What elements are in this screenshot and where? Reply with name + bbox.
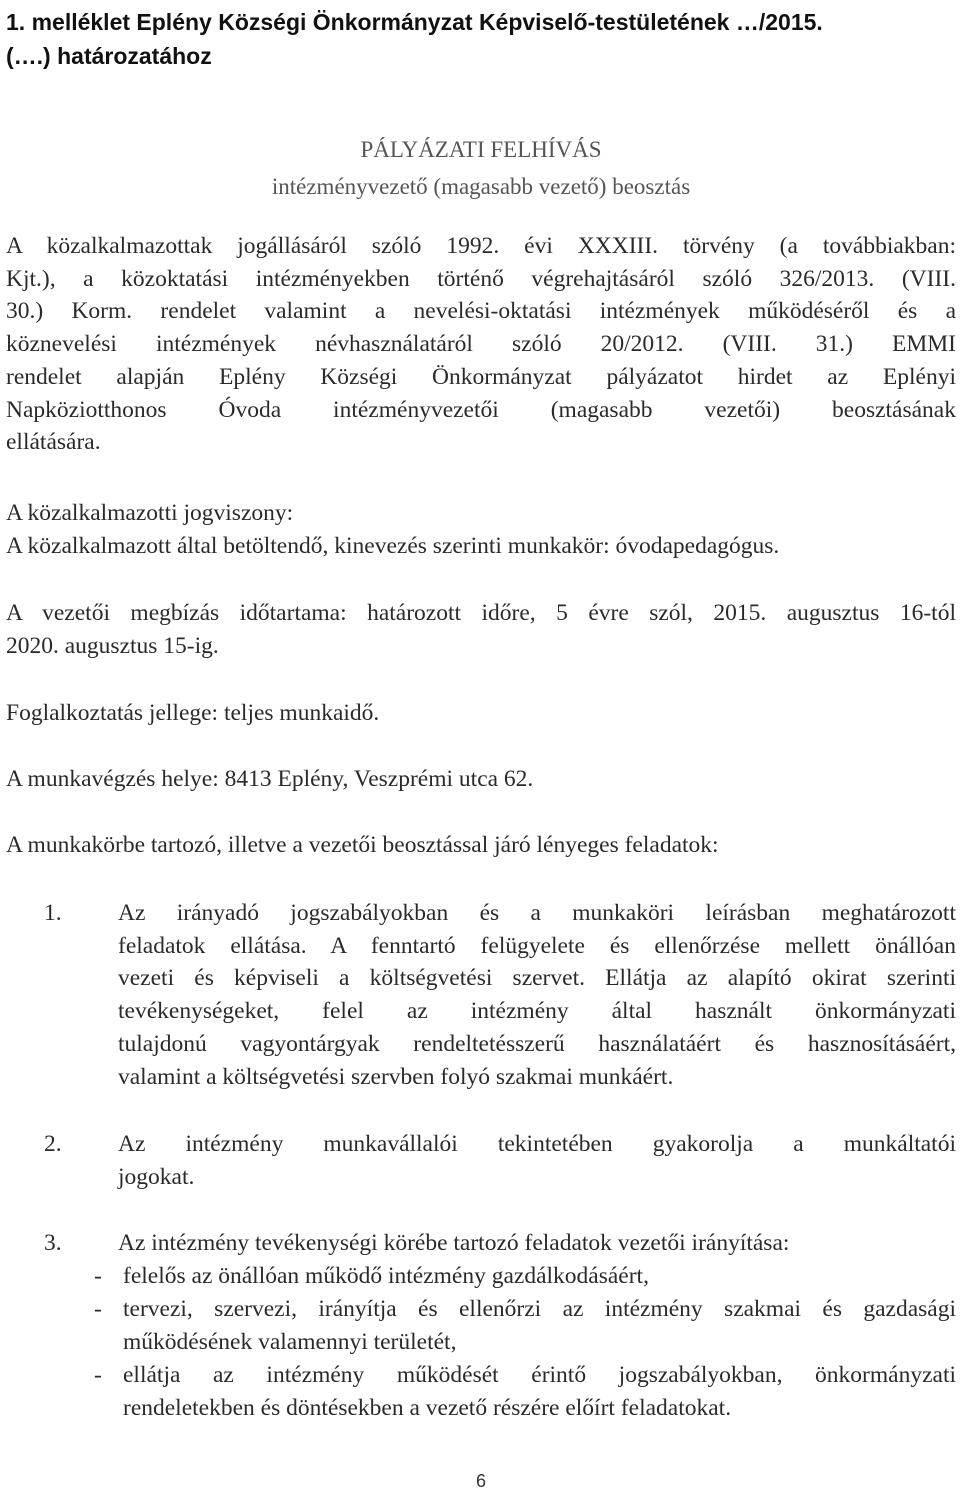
subitem-line: rendeletekben és döntésekben a vezető részére előírt feladatokat. <box>123 1394 732 1421</box>
duty-line: valamint a költségvetési szervben folyó szakmai munkáért. <box>118 1063 674 1090</box>
intro-line: 30.) Korm. rendelet valamint a nevelési-oktatási intézmények működéséről és a <box>6 298 956 325</box>
intro-line: rendelet alapján Eplény Községi Önkormányzat pályázatot hirdet az Eplényi <box>6 363 956 390</box>
duty-number: 2. <box>44 1131 62 1157</box>
duration-line: A vezetői megbízás időtartama: határozott időre, 5 évre szól, 2015. augusztus 16-tól <box>6 600 956 626</box>
employment-type-text: Foglalkoztatás jellege: teljes munkaidő. <box>6 700 380 726</box>
duties-heading <box>6 829 956 862</box>
call-title-sub: intézményvezető (magasabb vezető) beosztás <box>271 174 691 199</box>
duty-line: Az irányadó jogszabályokban és a munkaköri leírásban meghatározott <box>118 900 956 926</box>
intro-line: Kjt.), a közoktatási intézményekben történő végrehajtásáról szóló 326/2013. (VIII. <box>6 265 956 292</box>
intro-line: A közalkalmazottak jogállásáról szóló 1992. évi XXXIII. törvény (a továbbiakban: <box>6 233 956 259</box>
page-number: 6 <box>475 1471 486 1491</box>
intro-line: ellátására. <box>6 429 101 456</box>
duration-section <box>6 597 956 662</box>
duty-number: 1. <box>44 900 62 926</box>
subitem-line: működésének valamennyi területét, <box>123 1328 457 1355</box>
employment-text: A közalkalmazott által betöltendő, kinevezés szerinti munkakör: óvodapedagógus. <box>6 532 780 559</box>
duties-heading-text: A munkakörbe tartozó, illetve a vezetői beosztással járó lényeges feladatok: <box>6 832 719 858</box>
duty-line: vezeti és képviseli a költségvetési szervet. Ellátja az alapító okirat szerinti <box>118 965 956 992</box>
intro-line: köznevelési intézmények névhasználatáról szóló 20/2012. (VIII. 31.) EMMI <box>6 331 956 358</box>
workplace-text: A munkavégzés helye: 8413 Eplény, Veszprémi utca 62. <box>6 766 534 792</box>
annex-header-line-1: 1. melléklet Eplény Községi Önkormányzat Képviselő-testületének …/2015. <box>6 9 823 35</box>
document-page <box>6 0 956 1496</box>
intro-line: Napköziotthonos Óvoda intézményvezetői (magasabb vezetői) beosztásának <box>6 396 956 423</box>
duty-line: tevékenységeket, felel az intézmény által használt önkormányzati <box>118 998 956 1025</box>
dash-bullet: - <box>94 1362 102 1388</box>
duty-line: feladatok ellátása. A fenntartó felügyelete és ellenőrzése mellett önállóan <box>118 932 956 959</box>
duty-line: Az intézmény tevékenységi körébe tartozó feladatok vezetői irányítása: <box>118 1230 790 1256</box>
duty-line: Az intézmény munkavállalói tekintetében gyakorolja a munkáltatói <box>118 1131 956 1157</box>
duty-line: tulajdonú vagyontárgyak rendeltetésszerű használatáért és hasznosításáért, <box>118 1030 956 1057</box>
subitem-line: tervezi, szervezi, irányítja és ellenőrzi az intézmény szakmai és gazdasági <box>123 1296 956 1322</box>
duty-number: 3. <box>44 1230 62 1256</box>
subitem-line: felelős az önállóan működő intézmény gazdálkodásáért, <box>123 1263 649 1289</box>
annex-header <box>6 5 956 73</box>
call-title-main: PÁLYÁZATI FELHÍVÁS <box>360 137 602 162</box>
employment-heading: A közalkalmazotti jogviszony: <box>6 500 294 526</box>
employment-type <box>6 697 956 730</box>
annex-header-line-2: (….) határozatához <box>6 43 212 69</box>
duration-line: 2020. augusztus 15-ig. <box>6 632 219 659</box>
intro-paragraph <box>6 230 956 459</box>
call-title <box>6 131 956 205</box>
dash-bullet: - <box>94 1263 102 1289</box>
dash-bullet: - <box>94 1296 102 1322</box>
workplace <box>6 763 956 796</box>
subitem-line: ellátja az intézmény működését érintő jogszabályokban, önkormányzati <box>123 1362 956 1388</box>
duty-line: jogokat. <box>118 1163 195 1190</box>
employment-section <box>6 497 956 562</box>
